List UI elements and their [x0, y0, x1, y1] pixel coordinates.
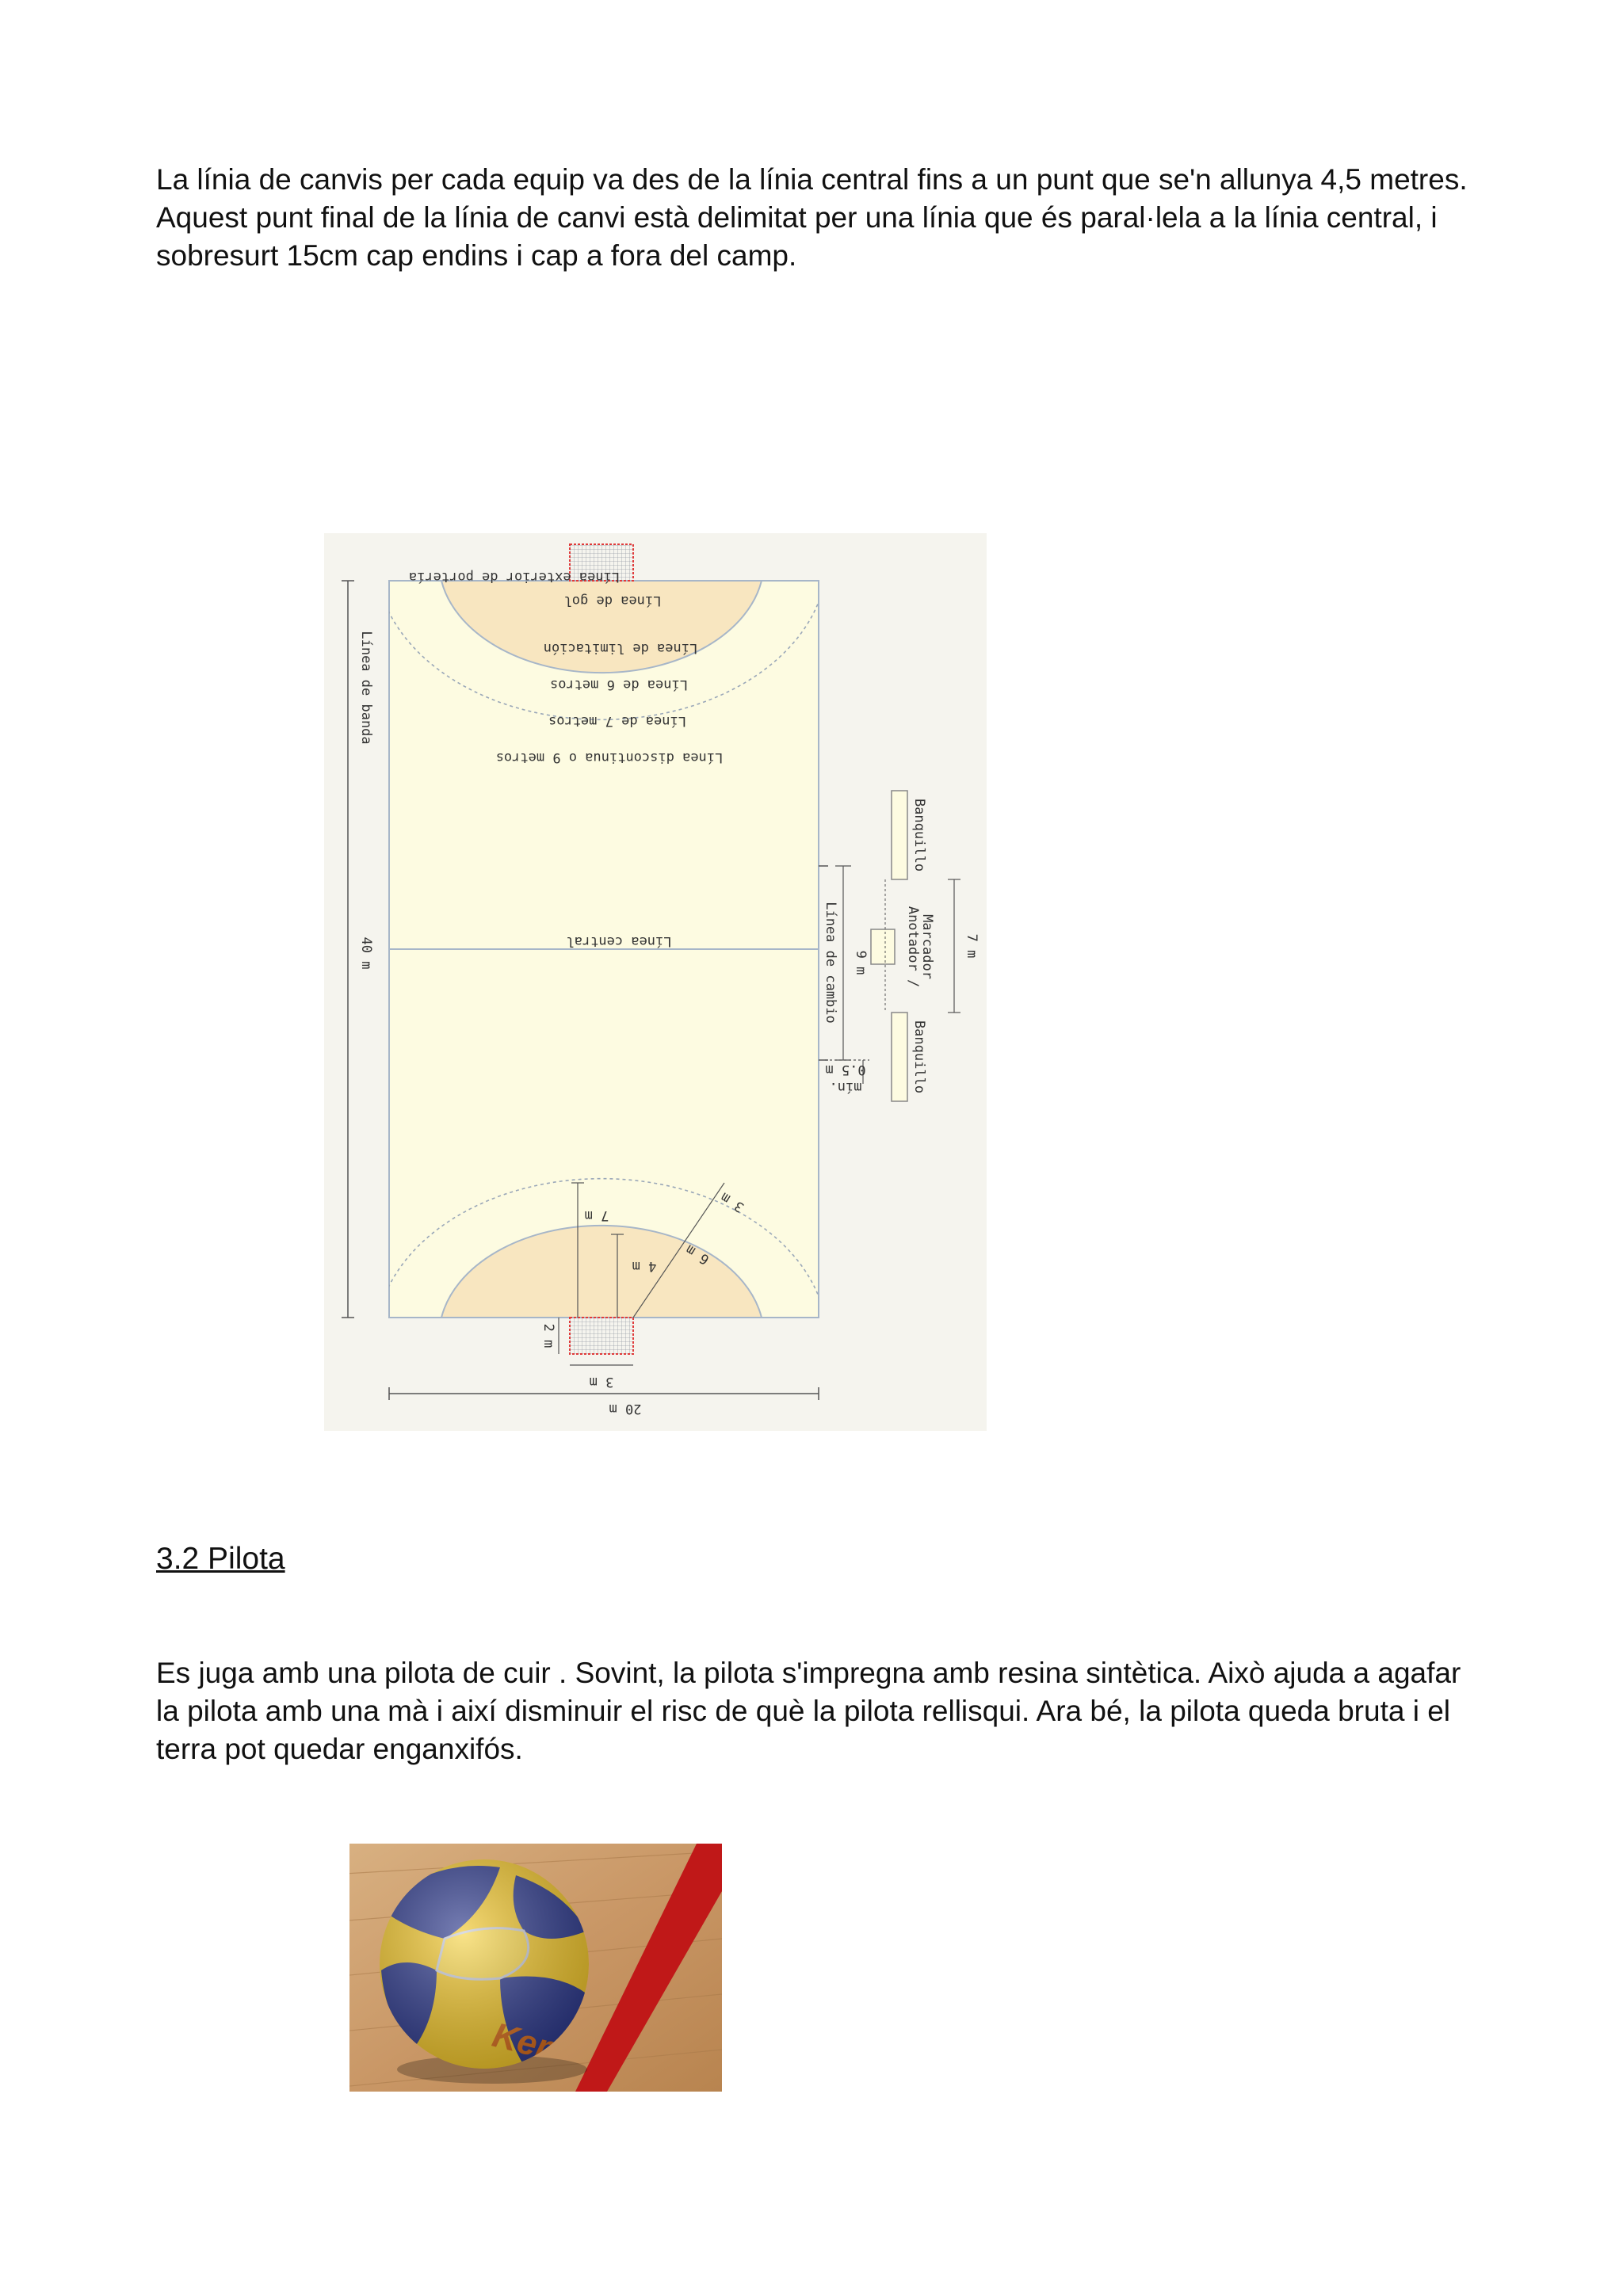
label-timekeeper: Marcador: [919, 914, 935, 979]
label-bench-top: Banquillo: [911, 798, 927, 872]
bench-bottom: [892, 1013, 907, 1101]
paragraph-substitution-line: La línia de canvis per cada equip va des de la línia central fins a un punt que se'n allunya 4,5 metres. Aquest punt final de la línia de canvi està delimitat per una línia que és paral·lela a la línia central, i sobresurt 15cm cap endins i cap a fora del camp.: [156, 163, 1468, 272]
label-substitution-line: Línea de cambio: [823, 902, 838, 1024]
label-min-distance: 0.5 m: [825, 1062, 866, 1077]
goal-bottom: [570, 1318, 633, 1354]
label-four-m: 4 m: [632, 1258, 657, 1274]
label-bench-bottom: Banquillo: [911, 1020, 927, 1094]
paragraph-ball: Es juga amb una pilota de cuir . Sovint, la pilota s'impregna amb resina sintètica. Això ajuda a agafar la pilota amb una mà i així disminuir el risc de què la pilota rellisqui. Ara bé, la pilota queda bruta i el terra pot quedar enganxifós.: [156, 1657, 1461, 1765]
label-limitation-line: Línea de limitación: [543, 640, 698, 656]
label-side-line: Línea de banda: [358, 631, 374, 745]
label-seven-m-line: Línea de 7 metros: [548, 713, 686, 729]
label-three-m: 3 m: [718, 1188, 747, 1215]
label-goal-line: Línea de gol: [563, 593, 662, 608]
label-bench-span: 7 m: [964, 933, 980, 959]
label-center-line: Línea central: [566, 933, 672, 949]
label-scorer: Anotador /: [905, 906, 921, 988]
label-goal-width: 3 m: [589, 1374, 614, 1390]
label-goal-outer-line: Línea exterior de portería: [408, 569, 621, 585]
handball-court-diagram: [324, 533, 987, 1431]
label-seven-m: 7 m: [584, 1207, 609, 1223]
label-substitution-length: 9 m: [853, 950, 869, 975]
label-length: 40 m: [358, 936, 374, 970]
label-width: 20 m: [609, 1401, 642, 1417]
section-heading-ball: 3.2 Pilota: [156, 1542, 285, 1576]
scorer-table: [871, 929, 895, 964]
handball-ball-photo: [349, 1844, 722, 2092]
label-min-abbr: mín.: [829, 1079, 862, 1095]
label-six-m-line: Línea de 6 metros: [550, 677, 688, 692]
label-six-m: 6 m: [683, 1241, 712, 1268]
label-goal-depth: 2 m: [540, 1323, 556, 1348]
bench-top: [892, 791, 907, 879]
label-dashed-9m-line: Línea discontinua o 9 metros: [495, 749, 724, 765]
